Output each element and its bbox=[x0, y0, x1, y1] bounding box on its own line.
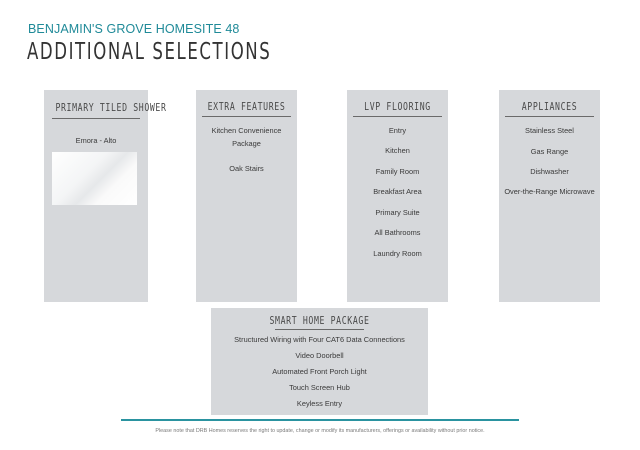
list-item: Gas Range bbox=[530, 147, 569, 156]
panel-lvp-flooring bbox=[347, 90, 448, 302]
list-item: Breakfast Area bbox=[373, 187, 422, 196]
list-item: Entry bbox=[388, 126, 407, 135]
panel-heading: SMART HOME PACKAGE bbox=[269, 315, 370, 327]
list-item: Keyless Entry bbox=[296, 399, 343, 408]
list-item: Kitchen Convenience bbox=[211, 126, 282, 135]
list-item: Stainless Steel bbox=[525, 126, 574, 135]
list-item: Family Room bbox=[375, 167, 420, 176]
panel-divider bbox=[505, 116, 594, 117]
page-title: ADDITIONAL SELECTIONS bbox=[27, 39, 272, 65]
list-item: Dishwasher bbox=[530, 167, 569, 176]
list-item: Structured Wiring with Four CAT6 Data Connections bbox=[234, 335, 405, 344]
panel-divider bbox=[52, 118, 140, 119]
panel-smart-home-package bbox=[211, 308, 428, 415]
panel-heading: LVP FLOORING bbox=[364, 101, 431, 113]
panel-divider bbox=[202, 116, 291, 117]
panel-heading: EXTRA FEATURES bbox=[207, 101, 286, 113]
list-item: Laundry Room bbox=[373, 249, 422, 258]
list-item: Touch Screen Hub bbox=[289, 383, 350, 392]
list-item: Package bbox=[232, 139, 261, 148]
list-item: Video Doorbell bbox=[295, 351, 344, 360]
panel-heading: PRIMARY TILED SHOWER bbox=[55, 102, 167, 114]
panel-extra-features bbox=[196, 90, 297, 302]
list-item: Over-the-Range Microwave bbox=[504, 187, 595, 196]
list-item: Emora - Alto bbox=[75, 136, 117, 145]
panel-heading: APPLIANCES bbox=[521, 101, 578, 113]
list-item: Oak Stairs bbox=[229, 164, 264, 173]
list-item: All Bathrooms bbox=[374, 228, 421, 237]
panel-appliances bbox=[499, 90, 600, 302]
tile-swatch-image bbox=[52, 152, 137, 205]
community-homesite-label: BENJAMIN'S GROVE HOMESITE 48 bbox=[28, 22, 240, 36]
footer-disclaimer: Please note that DRB Homes reserves the right to update, change or modify its manufacturers, offerings or availability without prior notice. bbox=[155, 428, 485, 434]
panel-divider bbox=[275, 329, 364, 330]
panel-divider bbox=[353, 116, 442, 117]
list-item: Automated Front Porch Light bbox=[272, 367, 367, 376]
list-item: Kitchen bbox=[385, 146, 410, 155]
list-item: Primary Suite bbox=[375, 208, 420, 217]
footer-divider bbox=[121, 419, 519, 421]
